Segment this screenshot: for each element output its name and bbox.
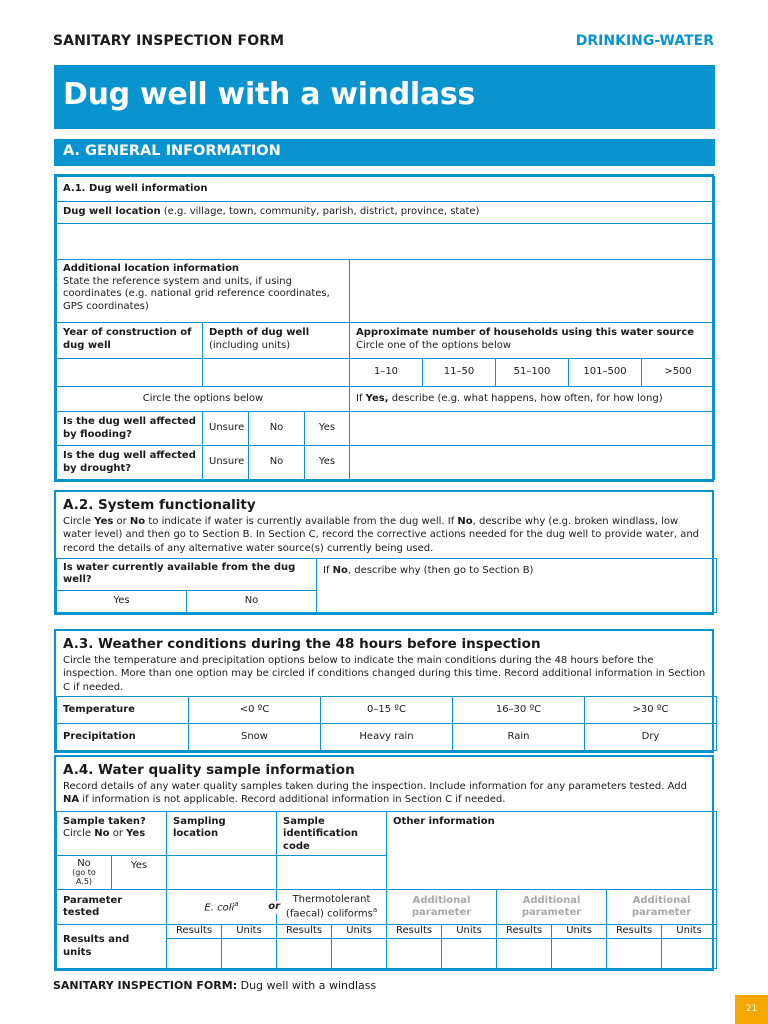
- ecoli-label: E. coli: [204, 902, 235, 913]
- drought-yes-option[interactable]: Yes: [305, 446, 350, 480]
- drought-question: Is the dug well affected by drought?: [57, 446, 203, 480]
- a4-description: [56, 780, 712, 811]
- temperature-option[interactable]: 16–30 ºC: [453, 696, 585, 723]
- additional-parameter-2[interactable]: Additional parameter: [497, 890, 607, 925]
- panel-a2: [54, 490, 714, 615]
- thermotolerant-label: Thermotolerant (faecal) coliforms: [285, 893, 373, 920]
- water-available-yes-option[interactable]: Yes: [57, 590, 187, 612]
- additional-parameter-1[interactable]: Additional parameter: [387, 890, 497, 925]
- page-number: 21: [735, 995, 768, 1024]
- water-available-no-option[interactable]: No: [187, 590, 317, 612]
- result-field[interactable]: [277, 939, 332, 969]
- a2-desc-part: to indicate if water is currently available from the dug well. If: [145, 516, 458, 527]
- household-option[interactable]: 51–100: [496, 359, 569, 387]
- flooding-question: Is the dug well affected by flooding?: [57, 412, 203, 446]
- addl-location-cell: [57, 260, 350, 323]
- depth-label: Depth of dug well: [209, 327, 310, 338]
- hint-part: Circle: [63, 828, 95, 840]
- drought-no-option[interactable]: No: [249, 446, 305, 480]
- panel-a4: [54, 755, 714, 971]
- location-field[interactable]: [57, 224, 715, 260]
- result-field[interactable]: [497, 939, 552, 969]
- household-option[interactable]: 1–10: [350, 359, 423, 387]
- result-field[interactable]: [167, 939, 222, 969]
- units-col-header: Units: [222, 925, 277, 939]
- a3-title: A.3. Weather conditions during the 48 hours before inspection: [63, 636, 541, 652]
- sample-id-field[interactable]: [277, 856, 387, 890]
- results-col-header: Results: [497, 925, 552, 939]
- addl-location-hint: State the reference system and units, if using coordinates (e.g. national grid reference coordinates, GPS coordinates): [63, 275, 330, 312]
- location-label-row: [57, 202, 715, 224]
- additional-parameter-3[interactable]: Additional parameter: [607, 890, 717, 925]
- units-col-header: Units: [332, 925, 387, 939]
- if-no-bold: No: [332, 564, 348, 576]
- location-hint: (e.g. village, town, community, parish, district, province, state): [160, 206, 480, 218]
- results-col-header: Results: [277, 925, 332, 939]
- flooding-description-field[interactable]: [350, 412, 715, 446]
- sample-taken-yes-option[interactable]: Yes: [112, 856, 167, 890]
- if-no-rest: , describe why (then go to Section B): [347, 564, 534, 576]
- household-option[interactable]: >500: [642, 359, 715, 387]
- or-connector: or: [268, 901, 281, 913]
- a2-desc-yes: Yes: [94, 516, 114, 527]
- a3-description: Circle the temperature and precipitation options below to indicate the main conditions during the 48 hours before the inspection. More than one option may be circled if conditions changed during this time. Record additional information in Section C if needed.: [63, 655, 706, 693]
- unit-field[interactable]: [662, 939, 717, 969]
- depth-field[interactable]: [203, 359, 350, 387]
- household-option[interactable]: 11–50: [423, 359, 496, 387]
- drought-description-field[interactable]: [350, 446, 715, 480]
- footnote-a: a: [372, 905, 378, 914]
- households-hint: Circle one of the options below: [356, 339, 512, 351]
- ecoli-parameter: [167, 890, 281, 925]
- results-col-header: Results: [167, 925, 222, 939]
- a1-title: A.1. Dug well information: [57, 177, 715, 202]
- a4-desc-part: Record details of any water quality samples taken during the inspection. Include information for any parameters tested. Add: [63, 781, 687, 792]
- a2-title: A.2. System functionality: [63, 497, 256, 513]
- if-yes-bold: Yes,: [365, 392, 389, 404]
- a4-desc-part: if information is not applicable. Record additional information in Section C if needed.: [79, 794, 506, 806]
- flooding-no-option[interactable]: No: [249, 412, 305, 446]
- a2-desc-no: No: [129, 516, 146, 527]
- addl-location-field[interactable]: [350, 260, 715, 323]
- depth-cell: [203, 323, 350, 359]
- household-option[interactable]: 101–500: [569, 359, 642, 387]
- hint-no: No: [94, 828, 110, 840]
- if-no-prefix: If: [323, 564, 333, 576]
- temperature-option[interactable]: 0–15 ºC: [321, 696, 453, 723]
- results-col-header: Results: [607, 925, 662, 939]
- households-label: Approximate number of households using this water source: [356, 327, 695, 338]
- if-yes-prefix: If: [356, 392, 366, 404]
- units-col-header: Units: [442, 925, 497, 939]
- precipitation-option[interactable]: Rain: [453, 723, 585, 750]
- precipitation-option[interactable]: Snow: [189, 723, 321, 750]
- addl-location-label: Additional location information: [63, 263, 240, 274]
- page-title: Dug well with a windlass: [54, 65, 715, 129]
- temperature-option[interactable]: <0 ºC: [189, 696, 321, 723]
- sample-taken-hint: [63, 828, 160, 841]
- precipitation-label: Precipitation: [57, 723, 189, 750]
- unit-field[interactable]: [442, 939, 497, 969]
- precipitation-option[interactable]: Dry: [585, 723, 717, 750]
- footer-form-name: Dug well with a windlass: [237, 979, 377, 992]
- unit-field[interactable]: [332, 939, 387, 969]
- panel-a3: [54, 629, 714, 753]
- unit-field[interactable]: [222, 939, 277, 969]
- temperature-option[interactable]: >30 ºC: [585, 696, 717, 723]
- result-field[interactable]: [607, 939, 662, 969]
- goto-hint: (go to A.5): [72, 868, 96, 887]
- sampling-location-field[interactable]: [167, 856, 277, 890]
- sample-taken-label: Sample taken?: [63, 815, 146, 827]
- a2-desc-part: or: [113, 516, 130, 527]
- sample-taken-cell: [57, 811, 167, 856]
- panel-a1: [54, 174, 714, 482]
- unit-field[interactable]: [552, 939, 607, 969]
- a2-desc-part: , describe why (e.g. broken windlass, low water level) and then go to Section B. In Section C, record the corrective actions needed for the dug well to provide water, and record the details of any alternative water source(s) currently being used.: [63, 516, 700, 554]
- no-label: No: [77, 858, 91, 870]
- sample-taken-no-option[interactable]: [57, 856, 112, 890]
- hint-yes: Yes: [126, 828, 146, 840]
- location-label: Dug well location: [63, 206, 161, 218]
- drought-unsure-option[interactable]: Unsure: [203, 446, 249, 480]
- a2-desc-no: No: [457, 516, 473, 527]
- result-field[interactable]: [387, 939, 442, 969]
- flooding-unsure-option[interactable]: Unsure: [203, 412, 249, 446]
- a2-desc-part: Circle: [63, 516, 95, 527]
- a4-desc-na: NA: [63, 794, 80, 806]
- units-col-header: Units: [662, 925, 717, 939]
- sample-id-label: Sample identification code: [277, 811, 387, 856]
- parameter-tested-label: Parameter tested: [57, 890, 167, 925]
- households-cell: [350, 323, 715, 359]
- year-field[interactable]: [57, 359, 203, 387]
- circle-options-note: Circle the options below: [57, 387, 350, 412]
- results-units-label: Results and units: [57, 925, 167, 969]
- results-col-header: Results: [387, 925, 442, 939]
- temperature-label: Temperature: [57, 696, 189, 723]
- a2-description: [56, 515, 712, 558]
- page-footer: [53, 979, 376, 992]
- water-available-question: Is water currently available from the dug well?: [57, 558, 317, 590]
- footer-form-label: SANITARY INSPECTION FORM:: [53, 979, 238, 992]
- year-label: Year of construction of dug well: [57, 323, 203, 359]
- if-yes-note: [350, 387, 715, 412]
- form-type-header: SANITARY INSPECTION FORM: [53, 33, 285, 49]
- if-yes-rest: describe (e.g. what happens, how often, for how long): [388, 392, 663, 404]
- if-no-description-field[interactable]: [317, 558, 717, 612]
- sampling-location-label: Sampling location: [167, 811, 277, 856]
- hint-part: or: [109, 828, 127, 840]
- other-info-field[interactable]: Other information: [387, 811, 717, 890]
- category-header: DRINKING-WATER: [575, 33, 714, 49]
- footnote-a: a: [234, 899, 239, 908]
- flooding-yes-option[interactable]: Yes: [305, 412, 350, 446]
- units-col-header: Units: [552, 925, 607, 939]
- thermotolerant-parameter: [277, 890, 387, 925]
- depth-hint: (including units): [209, 339, 291, 351]
- section-a-heading: A. GENERAL INFORMATION: [54, 139, 715, 166]
- precipitation-option[interactable]: Heavy rain: [321, 723, 453, 750]
- a4-title: A.4. Water quality sample information: [63, 762, 355, 778]
